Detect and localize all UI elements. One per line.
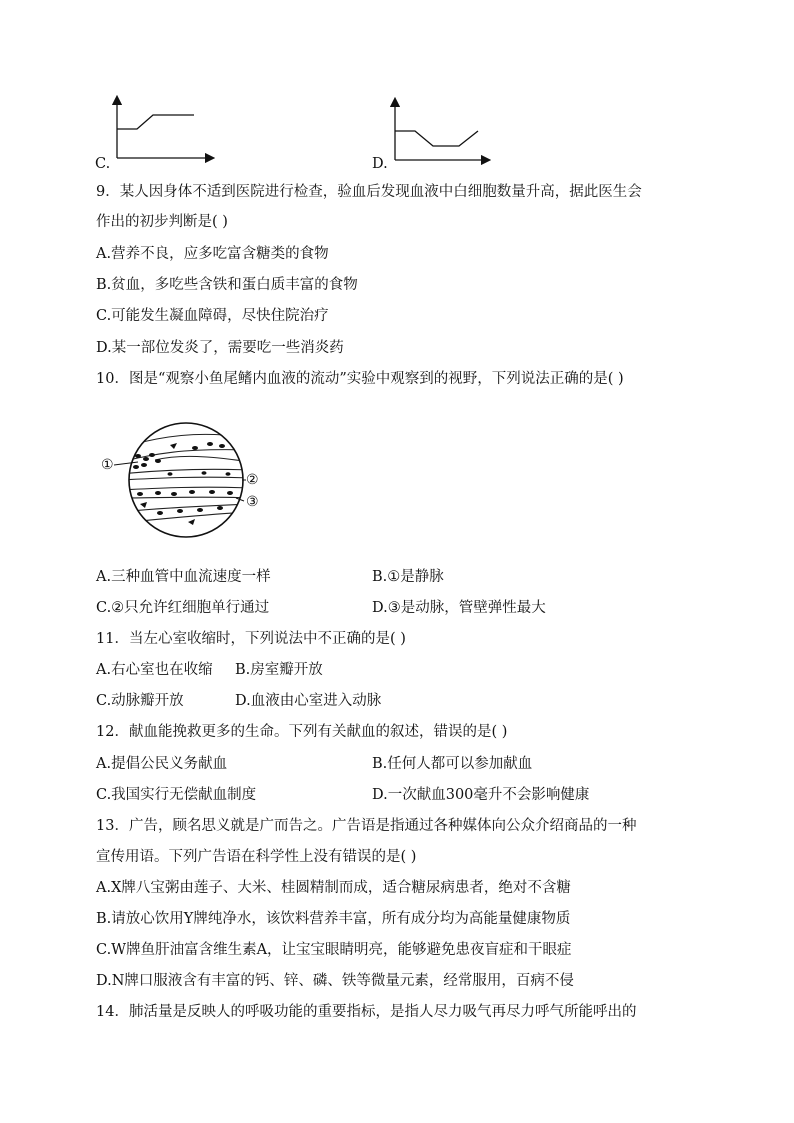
q9-option-a: A.营养不良，应多吃富含糖类的食物 — [96, 246, 329, 262]
label-1-pointer — [114, 462, 138, 465]
q13-stem-line2: 宣传用语。下列广告语在科学性上没有错误的是( ) — [96, 849, 417, 865]
q9-stem-line1: 9．某人因身体不适到医院进行检查，验血后发现血液中白细胞数量升高，据此医生会 — [96, 184, 642, 200]
q11-stem: 11．当左心室收缩时，下列说法中不正确的是( ) — [96, 631, 406, 647]
q12-option-d: D.一次献血300毫升不会影响健康 — [372, 787, 590, 803]
graph-d — [388, 98, 508, 168]
q12-option-b: B.任何人都可以参加献血 — [372, 756, 533, 772]
q13-option-b: B.请放心饮用Y牌纯净水，该饮料营养丰富，所有成分均为高能量健康物质 — [96, 911, 571, 927]
q10-option-c: C.②只允许红细胞单行通过 — [96, 600, 270, 616]
q12-option-a: A.提倡公民义务献血 — [96, 756, 228, 772]
q9-option-d: D.某一部位发炎了，需要吃一些消炎药 — [96, 340, 344, 356]
q11-option-c: C.动脉瓣开放 — [96, 693, 184, 709]
q10-stem: 10．图是“观察小鱼尾鳍内血液的流动”实验中观察到的视野，下列说法正确的是( ) — [96, 371, 624, 387]
graph-c-curve — [117, 115, 194, 129]
q12-option-c: C.我国实行无偿献血制度 — [96, 787, 257, 803]
q10-option-b: B.①是静脉 — [372, 569, 444, 585]
figure-label-3: ③ — [246, 494, 259, 510]
graph-c — [110, 98, 230, 168]
q13-option-a: A.X牌八宝粥由莲子、大米、桂圆精制而成，适合糖尿病患者，绝对不含糖 — [96, 880, 571, 896]
q14-stem-line1: 14．肺活量是反映人的呼吸功能的重要指标，是指人尽力吸气再尽力呼气所能呼出的 — [96, 1004, 637, 1020]
q9-stem-line2: 作出的初步判断是( ) — [96, 214, 228, 230]
q11-option-a: A.右心室也在收缩 — [96, 662, 213, 678]
graph-d-label: D. — [372, 156, 388, 172]
microscope-field-circle — [129, 423, 243, 537]
q9-option-b: B.贫血，多吃些含铁和蛋白质丰富的食物 — [96, 277, 358, 293]
q13-stem-line1: 13．广告，顾名思义就是广而告之。广告语是指通过各种媒体向公众介绍商品的一种 — [96, 818, 637, 834]
q11-option-b: B.房室瓣开放 — [235, 662, 323, 678]
fish-tail-figure — [100, 418, 270, 548]
q10-option-d: D.③是动脉，管壁弹性最大 — [372, 600, 546, 616]
q12-stem: 12．献血能挽救更多的生命。下列有关献血的叙述，错误的是( ) — [96, 724, 508, 740]
graph-c-label: C. — [95, 156, 111, 172]
q11-option-d: D.血液由心室进入动脉 — [235, 693, 382, 709]
graph-d-curve — [395, 131, 478, 146]
figure-label-2: ② — [246, 472, 259, 488]
q9-option-c: C.可能发生凝血障碍，尽快住院治疗 — [96, 308, 329, 324]
q10-option-a: A.三种血管中血流速度一样 — [96, 569, 271, 585]
figure-label-1: ① — [101, 457, 114, 473]
q13-option-c: C.W牌鱼肝油富含维生素A，让宝宝眼睛明亮，能够避免患夜盲症和干眼症 — [96, 942, 572, 958]
q13-option-d: D.N牌口服液含有丰富的钙、锌、磷、铁等微量元素，经常服用，百病不侵 — [96, 973, 574, 989]
